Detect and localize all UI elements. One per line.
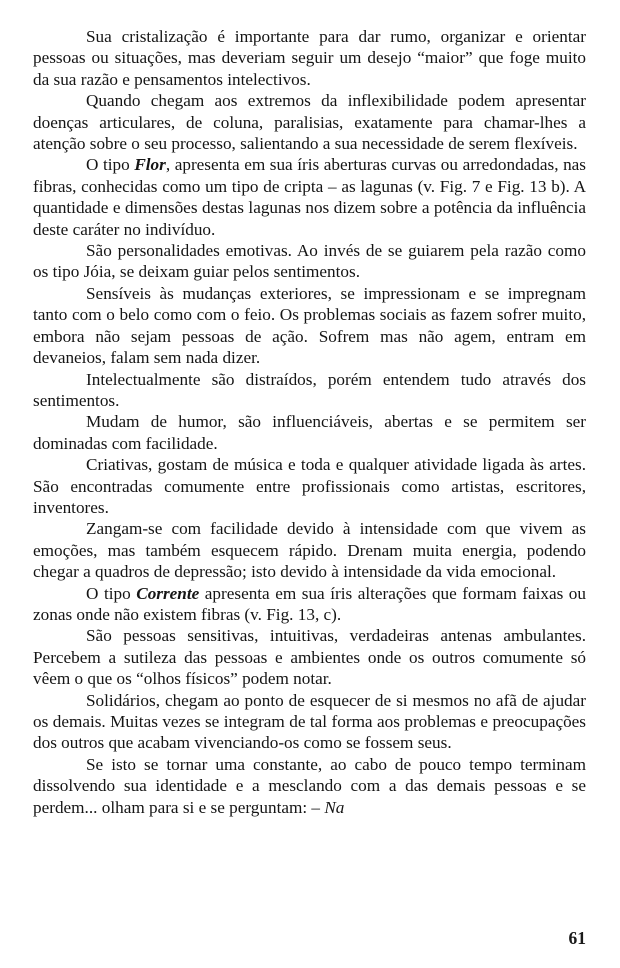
paragraph-3-text: , apresenta em sua íris aberturas curvas ou arredondadas, nas fibras, conhecidas como um tipo de cripta – as lagunas (v. Fig. 7 e Fig. 13 b). A quantidade e dimensões destas lagunas nos dizem sobre a potência da influência deste caráter no indivíduo. bbox=[33, 155, 586, 239]
paragraph-4: São personalidades emotivas. Ao invés de se guiarem pela razão como os tipo Jóia, se deixam guiar pelos sentimentos. bbox=[33, 241, 586, 282]
body-text bbox=[33, 26, 586, 818]
term-corrente: Corrente bbox=[136, 583, 200, 603]
paragraph-13-tail: Na bbox=[324, 797, 345, 817]
paragraph-9: Zangam-se com facilidade devido à intensidade com que vivem as emoções, mas também esquecem rápido. Drenam muita energia, podendo chegar a quadros de depressão; isto devido à intensidade da vida emocional. bbox=[33, 519, 586, 582]
paragraph-5: Sensíveis às mudanças exteriores, se impressionam e se impregnam tanto com o belo como com o feio. Os problemas sociais as fazem sofrer muito, embora não sejam pessoas de ação. Sofrem mas não agem, entram em devaneios, falam sem nada dizer. bbox=[33, 283, 586, 368]
paragraph-11: São pessoas sensitivas, intuitivas, verdadeiras antenas ambulantes. Percebem a sutileza das pessoas e ambientes onde os outros comumente só vêem o que os “olhos físicos” podem notar. bbox=[33, 626, 586, 689]
paragraph-13-text: Se isto se tornar uma constante, ao cabo de pouco tempo terminam dissolvendo sua identidade e a mesclando com a das demais pessoas e se perdem... olham para si e se perguntam: – bbox=[33, 754, 586, 817]
paragraph-13 bbox=[33, 754, 586, 818]
paragraph-10-lead: O tipo bbox=[86, 583, 137, 603]
paragraph-1: Sua cristalização é importante para dar rumo, organizar e orientar pessoas ou situações, mas deveriam seguir um desejo “maior” que foge muito da sua razão e pensamentos intelectivos. bbox=[33, 27, 586, 89]
paragraph-6: Intelectualmente são distraídos, porém entendem tudo através dos sentimentos. bbox=[33, 369, 586, 410]
paragraph-12: Solidários, chegam ao ponto de esquecer de si mesmos no afã de ajudar os demais. Muitas vezes se integram de tal forma aos problemas e preocupações dos outros que acabam vivenciando-os como se fossem seus. bbox=[33, 690, 586, 753]
paragraph-2: Quando chegam aos extremos da inflexibilidade podem apresentar doenças articulares, de coluna, paralisias, exatamente para chamar-lhes a atenção sobre o seu processo, salientando a sua necessidade de serem flexíveis. bbox=[33, 91, 586, 154]
page-number: 61 bbox=[568, 928, 586, 948]
paragraph-10-text: apresenta em sua íris alterações que formam faixas ou zonas onde não existem fibras (v. Fig. 13, c). bbox=[33, 583, 586, 624]
term-flor: Flor bbox=[134, 155, 166, 175]
paragraph-3-lead: O tipo bbox=[86, 155, 135, 175]
paragraph-10 bbox=[33, 583, 586, 626]
paragraph-8: Criativas, gostam de música e toda e qualquer atividade ligada às artes. São encontradas comumente entre profissionais como artistas, escritores, inventores. bbox=[33, 455, 586, 517]
paragraph-7: Mudam de humor, são influenciáveis, abertas e se permitem ser dominadas com facilidade. bbox=[33, 412, 586, 453]
paragraph-3 bbox=[33, 154, 586, 240]
